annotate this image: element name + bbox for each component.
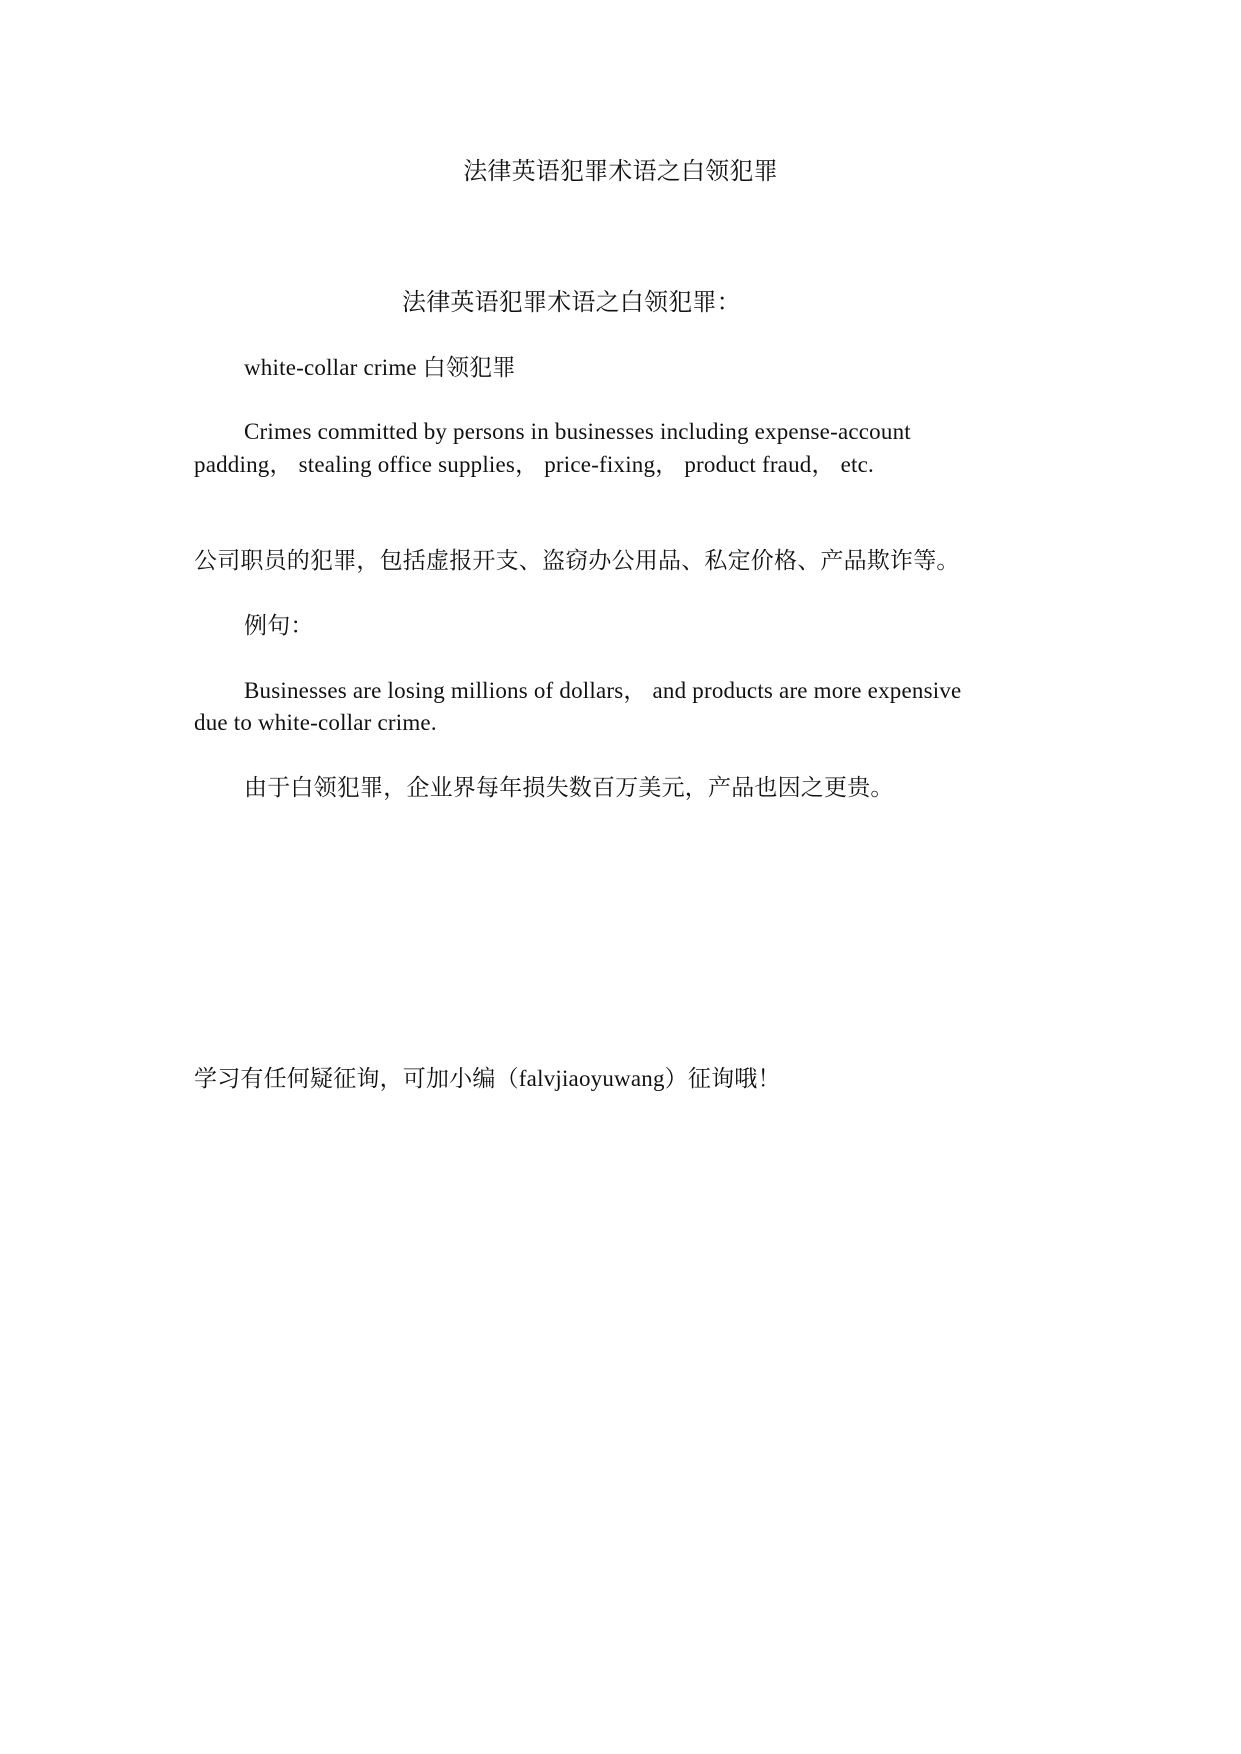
definition-zh: 公司职员的犯罪，包括虚报开支、盗窃办公用品、私定价格、产品欺诈等。 [194,548,960,573]
example-en-line-2: due to white-collar crime. [194,710,437,735]
document-title: 法律英语犯罪术语之白领犯罪 [463,159,778,185]
example-label: 例句： [244,613,314,638]
definition-en-line-2: padding， stealing office supplies， price-fixing， product fraud， etc. [194,452,874,477]
document-subtitle: 法律英语犯罪术语之白领犯罪： [402,290,741,316]
term-heading: white-collar crime 白领犯罪 [244,355,516,380]
definition-en-line-1: Crimes committed by persons in businesses including expense-account [244,419,911,444]
example-en-line-1: Businesses are losing millions of dollars， and products are more expensive [244,678,962,703]
footer-note: 学习有任何疑征询，可加小编（falvjiaoyuwang）征询哦！ [194,1066,781,1091]
example-zh: 由于白领犯罪，企业界每年损失数百万美元，产品也因之更贵。 [244,775,894,800]
